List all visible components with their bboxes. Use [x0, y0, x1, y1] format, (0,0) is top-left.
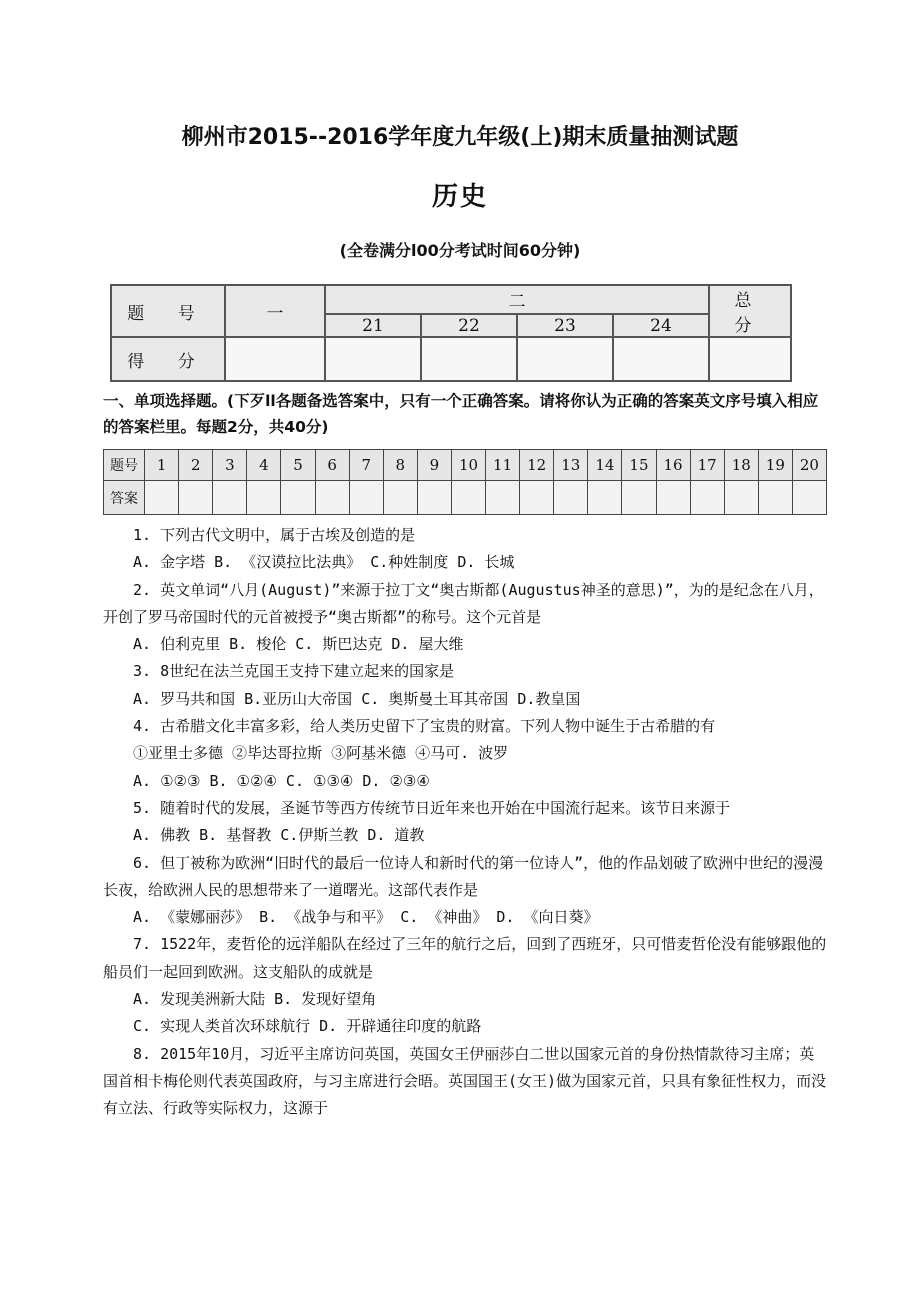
answer-number-3: 3	[213, 450, 247, 481]
answer-cell-20[interactable]	[792, 481, 826, 515]
score-cell-23	[517, 337, 613, 381]
answer-cell-14[interactable]	[588, 481, 622, 515]
question-3-options: A. 罗马共和国 B.亚历山大帝国 C. 奥斯曼土耳其帝国 D.教皇国	[133, 689, 581, 708]
question-5-options: A. 佛教 B. 基督教 C.伊斯兰教 D. 道教	[133, 826, 425, 845]
score-cell-24	[613, 337, 709, 381]
answer-cell-12[interactable]	[520, 481, 554, 515]
answer-label: 答案	[104, 481, 145, 515]
question-4-items: ①亚里士多德 ②毕达哥拉斯 ③阿基米德 ④马可. 波罗	[133, 744, 509, 763]
question-5: 5. 随着时代的发展，圣诞节等西方传统节日近年来也开始在中国流行起来。该节日来源于	[133, 798, 731, 817]
answer-cell-1[interactable]	[145, 481, 179, 515]
part1-header: 一	[225, 285, 325, 337]
question-4-options: A. ①②③ B. ①②④ C. ①③④ D. ②③④	[133, 771, 430, 790]
answer-number-13: 13	[554, 450, 588, 481]
exam-title: 柳州市2015--2016学年度九年级(上)期末质量抽测试题	[181, 125, 739, 150]
question-8: 8. 2015年10月，习近平主席访问英国，英国女王伊丽莎白二世以国家元首的身份热情款待习主席；英国首相卡梅伦则代表英国政府，与习主席进行会晤。英国国王(女王)做为国家元首，只具有象征性权力，而没有立法、行政等实际权力，这源于	[103, 1044, 827, 1118]
answer-cell-9[interactable]	[417, 481, 451, 515]
score-cell-part1	[225, 337, 325, 381]
answer-number-14: 14	[588, 450, 622, 481]
score-cell-total	[709, 337, 791, 381]
answer-cell-3[interactable]	[213, 481, 247, 515]
question-7: 7. 1522年，麦哲伦的远洋船队在经过了三年的航行之后，回到了西班牙，只可惜麦哲伦没有能够跟他的船员们一起回到欧洲。这支船队的成就是	[103, 935, 827, 981]
answer-cell-8[interactable]	[383, 481, 417, 515]
answer-cell-15[interactable]	[622, 481, 656, 515]
item-22-header: 22	[421, 314, 517, 337]
item-21-header: 21	[325, 314, 421, 337]
answer-cell-10[interactable]	[451, 481, 485, 515]
item-23-header: 23	[517, 314, 613, 337]
answer-cell-19[interactable]	[758, 481, 792, 515]
question-2-options: A. 伯利克里 B. 梭伦 C. 斯巴达克 D. 屋大维	[133, 635, 464, 654]
answer-number-10: 10	[451, 450, 485, 481]
answer-number-4: 4	[247, 450, 281, 481]
answer-number-5: 5	[281, 450, 315, 481]
answer-number-11: 11	[486, 450, 520, 481]
answer-cell-18[interactable]	[724, 481, 758, 515]
answer-cell-17[interactable]	[690, 481, 724, 515]
question-7-options-1: A. 发现美洲新大陆 B. 发现好望角	[133, 990, 377, 1009]
answer-cell-2[interactable]	[179, 481, 213, 515]
answer-number-19: 19	[758, 450, 792, 481]
question-6-options: A. 《蒙娜丽莎》 B. 《战争与和平》 C. 《神曲》 D. 《向日葵》	[133, 908, 599, 927]
score-table	[110, 284, 792, 382]
answer-number-6: 6	[315, 450, 349, 481]
question-3: 3. 8世纪在法兰克国王支持下建立起来的国家是	[133, 662, 455, 681]
questions	[103, 522, 827, 1123]
score-cell-22	[421, 337, 517, 381]
question-4: 4. 古希腊文化丰富多彩，给人类历史留下了宝贵的财富。下列人物中诞生于古希腊的有	[133, 717, 716, 736]
answer-number-2: 2	[179, 450, 213, 481]
question-1-options: A. 金字塔 B. 《汉谟拉比法典》 C.种姓制度 D. 长城	[133, 553, 515, 572]
item-24-header: 24	[613, 314, 709, 337]
answer-number-1: 1	[145, 450, 179, 481]
part2-header: 二	[325, 285, 709, 314]
answer-cell-13[interactable]	[554, 481, 588, 515]
answer-number-16: 16	[656, 450, 690, 481]
answer-cell-6[interactable]	[315, 481, 349, 515]
answer-number-18: 18	[724, 450, 758, 481]
answer-cell-5[interactable]	[281, 481, 315, 515]
answer-cell-16[interactable]	[656, 481, 690, 515]
score-cell-21	[325, 337, 421, 381]
question-1: 1. 下列古代文明中，属于古埃及创造的是	[133, 526, 416, 544]
answer-number-label: 题号	[104, 450, 145, 481]
question-2: 2. 英文单词“八月(August)”来源于拉丁文“奥古斯都(Augustus神圣的意思)”，为的是纪念在八月，开创了罗马帝国时代的元首被授予“奥古斯都”的称号。这个元首是	[103, 580, 824, 626]
score-row-label: 题 号	[111, 285, 225, 337]
answer-cell-4[interactable]	[247, 481, 281, 515]
answer-number-9: 9	[417, 450, 451, 481]
question-6: 6. 但丁被称为欧洲“旧时代的最后一位诗人和新时代的第一位诗人”，他的作品划破了欧洲中世纪的漫漫长夜，给欧洲人民的思想带来了一道曙光。这部代表作是	[103, 853, 824, 899]
score-label: 得 分	[111, 337, 225, 381]
answer-number-7: 7	[349, 450, 383, 481]
section1-heading: 一、单项选择题。(下歹ll各题备选答案中，只有一个正确答案。请将你认为正确的答案英文序号填入相应的答案栏里。每题2分，共40分)	[103, 392, 819, 436]
answer-number-17: 17	[690, 450, 724, 481]
answer-number-8: 8	[383, 450, 417, 481]
question-7-options-2: C. 实现人类首次环球航行 D. 开辟通往印度的航路	[133, 1017, 482, 1036]
answer-number-20: 20	[792, 450, 826, 481]
answer-table	[103, 449, 827, 515]
answer-number-12: 12	[520, 450, 554, 481]
exam-note: (全卷满分l00分考试时间60分钟)	[339, 241, 581, 260]
subject-title: 历史	[431, 182, 488, 212]
answer-cell-7[interactable]	[349, 481, 383, 515]
answer-cell-11[interactable]	[486, 481, 520, 515]
answer-number-15: 15	[622, 450, 656, 481]
total-header: 总 分	[709, 285, 791, 337]
